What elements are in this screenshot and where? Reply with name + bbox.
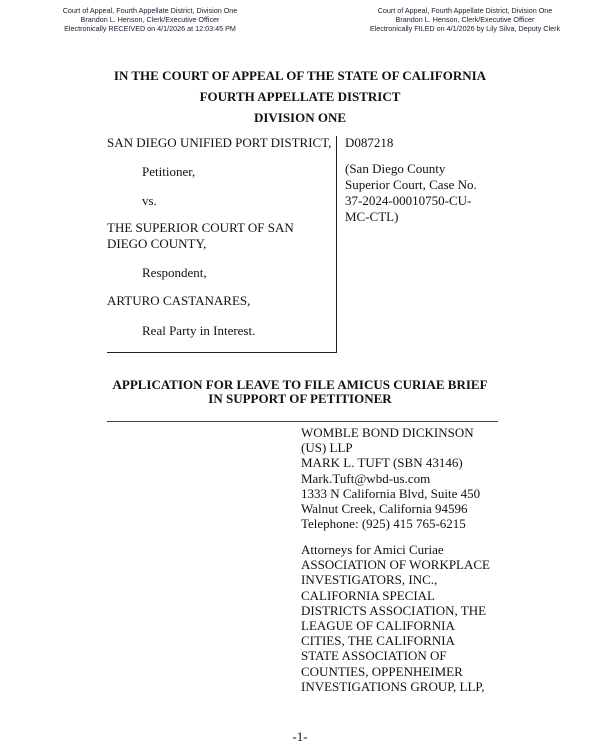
stamp-line: Brandon L. Henson, Clerk/Executive Officer bbox=[395, 15, 535, 24]
lower-court: MC-CTL) bbox=[345, 209, 399, 224]
respondent-role: Respondent, bbox=[142, 265, 207, 280]
stamp-line: Electronically RECEIVED on 4/1/2026 at 12:03:45 PM bbox=[64, 24, 236, 33]
versus: vs. bbox=[142, 193, 157, 208]
attorneys-line: STATE ASSOCIATION OF bbox=[301, 648, 447, 664]
division-heading: DIVISION ONE bbox=[253, 110, 347, 125]
attorneys-line: INVESTIGATIONS GROUP, LLP, bbox=[301, 678, 485, 694]
attorneys-line: Attorneys for Amici Curiae bbox=[301, 542, 444, 557]
counsel-line: (US) LLP bbox=[301, 440, 353, 456]
counsel-block bbox=[301, 425, 480, 531]
caption-divider bbox=[336, 136, 337, 352]
received-stamp bbox=[20, 6, 280, 33]
attorneys-line: LEAGUE OF CALIFORNIA bbox=[301, 618, 455, 634]
stamp-line: Electronically FILED on 4/1/2026 by Lily Silva, Deputy Clerk bbox=[369, 24, 561, 33]
district-heading: FOURTH APPELLATE DISTRICT bbox=[199, 89, 401, 104]
petitioner-role: Petitioner, bbox=[142, 164, 196, 179]
lower-court: 37-2024-00010750-CU- bbox=[345, 193, 472, 208]
case-number: D087218 bbox=[345, 135, 394, 150]
attorneys-for-block bbox=[301, 542, 490, 694]
attorneys-line: INVESTIGATORS, INC., bbox=[301, 572, 438, 588]
counsel-phone: Telephone: (925) 415 765-6215 bbox=[301, 516, 466, 532]
caption-divider bbox=[107, 352, 337, 353]
court-heading: IN THE COURT OF APPEAL OF THE STATE OF CALIFORNIA bbox=[113, 68, 487, 83]
counsel-line: Walnut Creek, California 94596 bbox=[301, 501, 468, 517]
attorneys-line: CITIES, THE CALIFORNIA bbox=[301, 633, 455, 649]
attorneys-line: ASSOCIATION OF WORKPLACE bbox=[301, 557, 491, 573]
attorneys-line: CALIFORNIA SPECIAL bbox=[301, 587, 435, 603]
stamp-line: Brandon L. Henson, Clerk/Executive Officer bbox=[80, 15, 220, 24]
counsel-email: Mark.Tuft@wbd-us.com bbox=[301, 470, 431, 486]
document-title: IN SUPPORT OF PETITIONER bbox=[208, 391, 392, 406]
counsel-line: MARK L. TUFT (SBN 43146) bbox=[301, 455, 463, 471]
page-number: -1- bbox=[292, 729, 308, 744]
petitioner-name: SAN DIEGO UNIFIED PORT DISTRICT, bbox=[107, 135, 332, 150]
title-rule bbox=[107, 421, 498, 422]
attorneys-line: COUNTIES, OPPENHEIMER bbox=[301, 663, 463, 679]
respondent-name: DIEGO COUNTY, bbox=[107, 236, 207, 251]
counsel-line: WOMBLE BOND DICKINSON bbox=[301, 425, 474, 440]
filed-stamp bbox=[335, 6, 595, 33]
lower-court: Superior Court, Case No. bbox=[345, 177, 477, 192]
document-title: APPLICATION FOR LEAVE TO FILE AMICUS CURIAE BRIEF bbox=[112, 377, 488, 392]
stamp-line: Court of Appeal, Fourth Appellate District, Division One bbox=[62, 6, 238, 15]
real-party-name: ARTURO CASTANARES, bbox=[107, 293, 251, 308]
lower-court: (San Diego County bbox=[345, 161, 446, 176]
respondent-name: THE SUPERIOR COURT OF SAN bbox=[107, 220, 294, 235]
stamp-line: Court of Appeal, Fourth Appellate District, Division One bbox=[377, 6, 553, 15]
counsel-line: 1333 N California Blvd, Suite 450 bbox=[301, 485, 481, 501]
attorneys-line: DISTRICTS ASSOCIATION, THE bbox=[301, 602, 487, 618]
real-party-role: Real Party in Interest. bbox=[142, 323, 256, 338]
